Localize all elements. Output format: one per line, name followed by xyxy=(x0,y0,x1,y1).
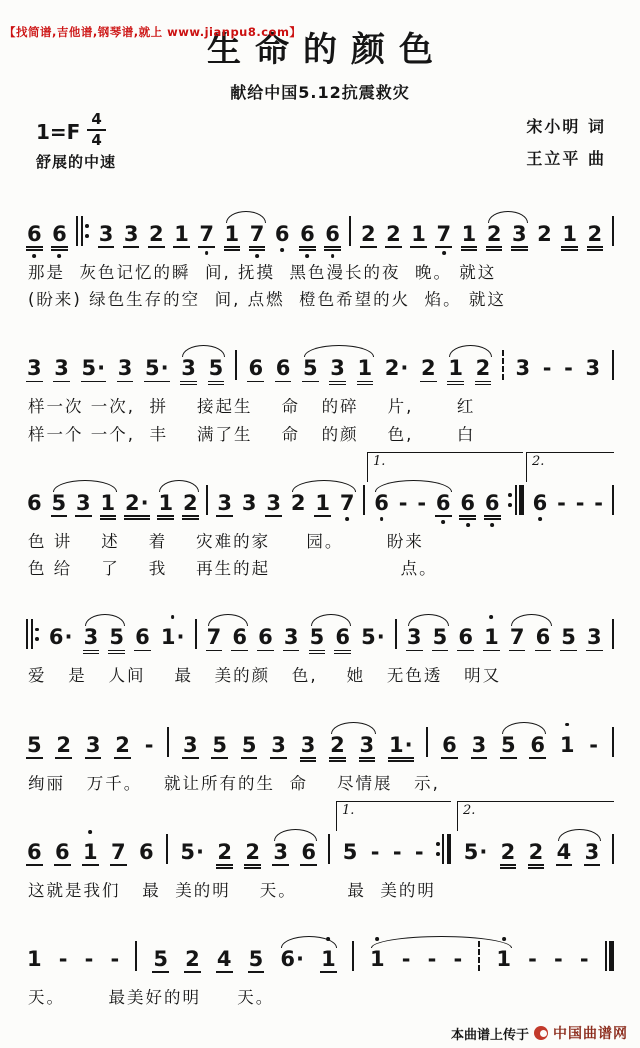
note: 6 xyxy=(458,625,473,650)
barline xyxy=(395,617,397,656)
note: 6 · xyxy=(48,625,73,650)
barline xyxy=(612,832,614,871)
note: 2 xyxy=(587,211,604,253)
note: 5 xyxy=(27,732,42,757)
note: 4 xyxy=(556,839,572,864)
note: 5 xyxy=(309,614,326,656)
note: 3 xyxy=(241,490,257,515)
note: 6 xyxy=(535,625,551,650)
note: 3 xyxy=(27,356,42,381)
note: 6 xyxy=(484,480,501,522)
score-meta xyxy=(34,111,606,179)
note: 2 xyxy=(149,222,164,246)
note: 1 xyxy=(320,936,337,978)
note: 1 xyxy=(561,211,578,253)
note: 6 xyxy=(459,480,476,522)
note: 2 xyxy=(486,211,503,253)
repeat-end-barline xyxy=(436,832,451,871)
note: 6 xyxy=(27,839,42,864)
note: 2 xyxy=(528,829,545,871)
notes-line xyxy=(26,944,614,978)
note: 3 xyxy=(300,722,317,764)
volta-bracket-2: 2. xyxy=(526,452,614,482)
note: 7 xyxy=(111,839,126,864)
note: 2 · xyxy=(384,356,409,381)
note: 6 xyxy=(442,732,457,757)
dash-note: - xyxy=(370,839,380,864)
notes-line xyxy=(26,622,614,656)
note: 5 xyxy=(501,732,516,757)
note: 3 xyxy=(117,356,133,381)
note: 1 xyxy=(100,480,117,522)
barline xyxy=(426,725,428,764)
system-5 xyxy=(26,730,614,797)
note: 6 xyxy=(27,490,42,515)
barline xyxy=(612,483,614,522)
note: 6 xyxy=(301,839,316,864)
dash-note: - xyxy=(554,946,563,971)
system-3 xyxy=(26,453,614,582)
lyrics-block xyxy=(26,522,614,582)
note: 5 xyxy=(208,345,225,387)
score-body xyxy=(0,219,640,1011)
system-4 xyxy=(26,622,614,689)
volta-bracket-1: 1. xyxy=(336,801,451,831)
note: 3 xyxy=(180,345,197,387)
note: 6 xyxy=(26,211,43,253)
notes-line xyxy=(26,802,614,871)
note: 3 xyxy=(359,722,376,764)
barline xyxy=(612,214,614,253)
lyric-line-verse2: 色 给 了 我 再生的起 点。 xyxy=(28,559,438,579)
slur-arc xyxy=(371,936,512,948)
uploaded-by-text: 本曲谱上传于 xyxy=(450,1027,529,1043)
note: 3 xyxy=(471,732,487,757)
repeat-start-barline xyxy=(76,214,89,253)
note: 6 · xyxy=(280,946,305,971)
system-2 xyxy=(26,353,614,447)
dash-note: - xyxy=(579,946,589,971)
note: 1 xyxy=(411,222,426,246)
time-upper: 4 xyxy=(87,111,105,131)
note: 2 xyxy=(290,490,306,515)
lyric-line-verse2: (盼来) 绿色生存的空 间, 点燃 橙色希望的火 焰。 就这 xyxy=(28,290,506,310)
note: 2 xyxy=(115,732,130,757)
note: 3 xyxy=(273,839,288,864)
note: 3 xyxy=(76,490,91,515)
note: 1 xyxy=(174,222,189,246)
note: 7 xyxy=(339,480,356,522)
dash-note: - xyxy=(401,946,411,971)
note: 7 xyxy=(249,211,266,253)
barline xyxy=(612,725,614,764)
note: 6 xyxy=(51,211,68,253)
note: 4 xyxy=(216,946,232,971)
note: 5 xyxy=(432,625,448,650)
barline xyxy=(352,939,354,978)
dash-note: - xyxy=(575,490,585,515)
note: 6 xyxy=(532,480,549,522)
dash-note: - xyxy=(557,490,566,515)
note: 1 xyxy=(447,345,464,387)
note: 5 · xyxy=(463,839,488,864)
barline xyxy=(235,348,237,387)
note: 2 xyxy=(216,829,233,871)
dash-note: - xyxy=(417,490,427,515)
note: 6 xyxy=(55,839,70,864)
barline xyxy=(328,832,330,871)
tempo-marking: 舒展的中速 xyxy=(36,153,117,171)
note: 1 xyxy=(157,480,174,522)
system-7 xyxy=(26,944,614,1011)
song-subtitle: 献给中国5.12抗震救灾 xyxy=(230,83,410,102)
note: 5 · xyxy=(81,356,106,381)
note: 3 xyxy=(587,625,602,650)
note: 6 xyxy=(373,480,390,522)
note: 2 xyxy=(475,345,492,387)
notes-line xyxy=(26,219,614,253)
note: 2 xyxy=(421,356,436,381)
note: 1 · xyxy=(160,614,186,656)
note: 2 xyxy=(329,722,346,764)
note: 3 xyxy=(266,490,281,515)
note: 3 xyxy=(283,625,299,650)
dash-note: - xyxy=(414,839,424,864)
lyric-line: 天。 最美好的明 天。 xyxy=(28,987,275,1007)
lyric-line: 绚丽 万千。 就让所有的生 命 尽情展 示, xyxy=(28,773,440,793)
note: 2 xyxy=(244,829,261,871)
dashed-barline xyxy=(502,348,504,387)
lyric-line-verse1: 色 讲 述 着 灾难的家 园。 盼来 xyxy=(28,531,424,551)
dash-note: - xyxy=(110,946,120,971)
dash-note: - xyxy=(427,946,437,971)
note: 6 xyxy=(324,211,341,253)
note: 3 xyxy=(123,222,139,246)
lyrics-block xyxy=(26,656,614,689)
note: 6 xyxy=(248,356,264,381)
barline xyxy=(135,939,137,978)
note: 7 xyxy=(509,625,525,650)
note: 5 · xyxy=(361,625,385,650)
note: 1 xyxy=(495,936,512,978)
barline xyxy=(167,725,169,764)
volta-bracket-2: 2. xyxy=(457,801,614,831)
note: 3 xyxy=(511,211,528,253)
note: 1 xyxy=(369,936,386,978)
note: 5 xyxy=(153,946,169,971)
lyric-line: 爱 是 人间 最 美的颜 色, 她 无色透 明又 xyxy=(28,666,502,686)
note: 3 xyxy=(329,345,346,387)
note: 7 xyxy=(435,211,452,253)
note: 6 xyxy=(530,732,546,757)
key-label: 1=F xyxy=(36,119,81,144)
note: 5 xyxy=(212,732,228,757)
note: 2 xyxy=(185,946,200,971)
note: 5 xyxy=(248,946,264,971)
lyric-line-verse2: 样一个 一个, 丰 满了生 命 的颜 色, 白 xyxy=(28,424,476,444)
note: 3 xyxy=(271,732,286,757)
lyrics-block xyxy=(26,253,614,313)
dash-note: - xyxy=(564,356,573,381)
footer xyxy=(451,1023,628,1043)
note: 7 xyxy=(198,211,215,253)
note: 6 xyxy=(299,211,316,253)
notes-line xyxy=(26,453,614,522)
note: 3 xyxy=(585,356,601,381)
lyrics-block xyxy=(26,387,614,447)
note: 6 xyxy=(435,480,452,522)
dash-note: - xyxy=(594,490,603,515)
note: 5 · xyxy=(180,839,204,864)
note: 1 xyxy=(483,614,500,656)
final-barline xyxy=(605,939,614,978)
note: 5 xyxy=(51,490,67,515)
dash-note: - xyxy=(58,946,68,971)
lyricist: 宋小明 词 xyxy=(526,117,606,136)
time-lower: 4 xyxy=(91,130,102,149)
note: 3 xyxy=(406,625,422,650)
note: 2 xyxy=(537,222,552,246)
note: 3 xyxy=(54,356,69,381)
note: 6 xyxy=(334,614,351,656)
note: 6 xyxy=(275,356,291,381)
lyrics-block xyxy=(26,978,614,1011)
note: 5 xyxy=(561,625,576,650)
note: 2 · xyxy=(124,480,150,522)
dash-note: - xyxy=(528,946,537,971)
time-signature xyxy=(87,111,105,148)
dash-note: - xyxy=(84,946,94,971)
dash-note: - xyxy=(392,839,402,864)
lyric-line-verse1: 那是 灰色记忆的瞬 间, 抚摸 黑色漫长的夜 晚。 就这 xyxy=(28,263,497,282)
dash-note: - xyxy=(453,946,463,971)
barline xyxy=(612,348,614,387)
barline xyxy=(612,617,614,656)
note: 5 xyxy=(342,839,358,864)
note: 3 xyxy=(85,732,101,757)
note: 2 xyxy=(360,222,376,246)
note: 1 xyxy=(82,829,99,871)
note: 3 xyxy=(584,839,600,864)
dash-note: - xyxy=(144,732,154,757)
note: 6 xyxy=(232,625,248,650)
note: 3 xyxy=(183,732,198,757)
note: 1 xyxy=(559,722,576,764)
note: 6 xyxy=(274,211,291,253)
note: 2 xyxy=(386,222,401,246)
volta-bracket-1: 1. xyxy=(367,452,523,482)
lyrics-block xyxy=(26,871,614,904)
notes-line xyxy=(26,353,614,387)
lyrics-block xyxy=(26,764,614,797)
note: 3 xyxy=(98,222,114,246)
lyric-line-verse1: 样一次 一次, 拼 接起生 命 的碎 片, 红 xyxy=(28,397,476,417)
note: 6 xyxy=(258,625,273,650)
barline xyxy=(349,214,351,253)
song-title: 生命的颜色 xyxy=(207,30,447,70)
note: 5 xyxy=(108,614,125,656)
composer: 王立平 曲 xyxy=(526,149,606,168)
repeat-start-barline xyxy=(26,617,39,656)
note: 3 xyxy=(83,614,100,656)
note: 3 xyxy=(515,356,531,381)
barline xyxy=(363,483,365,522)
note: 7 xyxy=(206,625,222,650)
barline xyxy=(195,617,197,656)
note: 1 · xyxy=(388,722,414,764)
note: 3 xyxy=(217,490,232,515)
notes-line xyxy=(26,730,614,764)
note: 5 xyxy=(303,356,318,381)
dash-note: - xyxy=(589,732,598,757)
note: 1 xyxy=(461,211,478,253)
note: 2 xyxy=(500,829,517,871)
note: 6 xyxy=(135,625,150,650)
lyric-line: 这就是我们 最 美的明 天。 最 美的明 xyxy=(28,880,436,900)
jianpu8-watermark: 【找简谱,吉他谱,钢琴谱,就上 www.jianpu8.com】 xyxy=(4,25,302,39)
note: 2 xyxy=(182,480,199,522)
credits xyxy=(526,111,606,175)
system-6 xyxy=(26,802,614,904)
note: 5 · xyxy=(145,356,169,381)
qupu-logo-icon xyxy=(534,1026,548,1040)
key-signature xyxy=(36,110,106,150)
site-name: 中国曲谱网 xyxy=(553,1026,628,1042)
note: 6 xyxy=(139,839,154,864)
dash-note: - xyxy=(398,490,408,515)
note: 2 xyxy=(56,732,72,757)
barline xyxy=(166,832,168,871)
repeat-end-barline xyxy=(508,483,523,522)
note: 1 xyxy=(224,211,241,253)
note: 5 xyxy=(241,732,257,757)
note: 1 xyxy=(357,345,374,387)
note: 1 xyxy=(315,490,330,515)
barline xyxy=(206,483,208,522)
system-1 xyxy=(26,219,614,313)
dash-note: - xyxy=(542,356,552,381)
note: 1 xyxy=(27,946,42,971)
